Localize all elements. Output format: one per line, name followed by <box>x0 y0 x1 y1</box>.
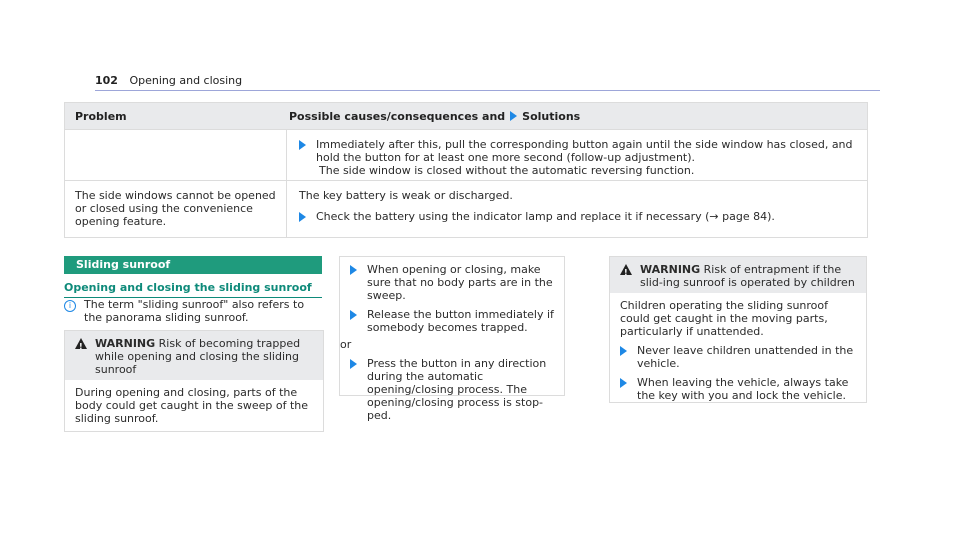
warning-header <box>65 331 323 380</box>
arrow-right-icon <box>350 310 357 320</box>
step-note: The side window is closed without the automatic reversing function. <box>319 164 695 177</box>
warning-text: Children operating the sliding sunroof could get caught in the moving parts, particularly if unattended. <box>620 299 828 338</box>
problem-table <box>64 102 868 238</box>
arrow-right-icon <box>350 265 357 275</box>
col-causes-label: Possible causes/consequences and <box>289 109 506 123</box>
warning-header <box>610 257 866 293</box>
warning-label: WARNING <box>95 337 156 350</box>
col-causes <box>275 110 580 123</box>
step-text: When opening or closing, make sure that no body parts are in the sweep. <box>367 263 553 302</box>
warning-title: Risk of entrapment if the slid-ing sunroof is operated by children <box>640 263 855 289</box>
info-icon: i <box>64 300 76 312</box>
arrow-right-icon <box>299 140 306 150</box>
warning-title: Risk of becoming trapped while opening and closing the sliding sunroof <box>95 337 301 376</box>
problem-cell: The side windows cannot be opened or closed using the convenience opening feature. <box>65 181 287 237</box>
arrow-right-icon <box>620 346 627 356</box>
table-row <box>65 129 867 180</box>
warning-box <box>64 330 324 432</box>
arrow-right-icon <box>299 212 306 222</box>
col-problem: Problem <box>75 109 127 123</box>
warning-body: During opening and closing, parts of the body could get caught in the sweep of the sliding sunroof. <box>75 386 309 425</box>
info-note <box>64 298 322 324</box>
sunroof-steps <box>339 256 565 422</box>
solution-cell <box>287 130 867 180</box>
table-header <box>65 103 867 129</box>
or-text: or <box>340 338 352 351</box>
step-text: Check the battery using the indicator lamp and replace it if necessary (→ page 84). <box>316 210 775 223</box>
arrow-right-icon <box>620 378 627 388</box>
step-text: Immediately after this, pull the corresponding button again until the side window has closed, and hold the button for at least one more second (follow-up adjustment). <box>316 138 853 164</box>
step-text: Press the button in any direction during the automatic opening/closing process. The opening/closing process is stop-ped. <box>367 357 547 422</box>
cause-text: The key battery is weak or discharged. <box>299 189 513 202</box>
arrow-right-icon <box>350 359 357 369</box>
page-header <box>95 74 242 87</box>
warning-icon: ! <box>620 264 632 275</box>
arrow-right-icon <box>510 111 517 121</box>
step-text: Release the button immediately if somebody becomes trapped. <box>367 308 554 334</box>
problem-cell <box>65 130 287 180</box>
col-solutions-label: Solutions <box>522 109 581 123</box>
section-band: Sliding sunroof <box>64 256 322 274</box>
subsection-title: Opening and closing the sliding sunroof <box>64 281 322 298</box>
step-text: When leaving the vehicle, always take the key with you and lock the vehicle. <box>637 376 849 402</box>
solution-cell <box>287 181 867 237</box>
header-rule <box>95 90 880 91</box>
warning-label: WARNING <box>640 263 701 276</box>
warning-box <box>609 256 867 403</box>
table-row <box>65 180 867 237</box>
warning-body <box>610 293 866 416</box>
page-number: 102 <box>95 74 118 87</box>
warning-icon: ! <box>75 338 87 349</box>
step-text: Never leave children unattended in the vehicle. <box>637 344 854 370</box>
section-title: Opening and closing <box>129 74 243 87</box>
info-text: The term "sliding sunroof" also refers to the panorama sliding sunroof. <box>84 298 305 324</box>
